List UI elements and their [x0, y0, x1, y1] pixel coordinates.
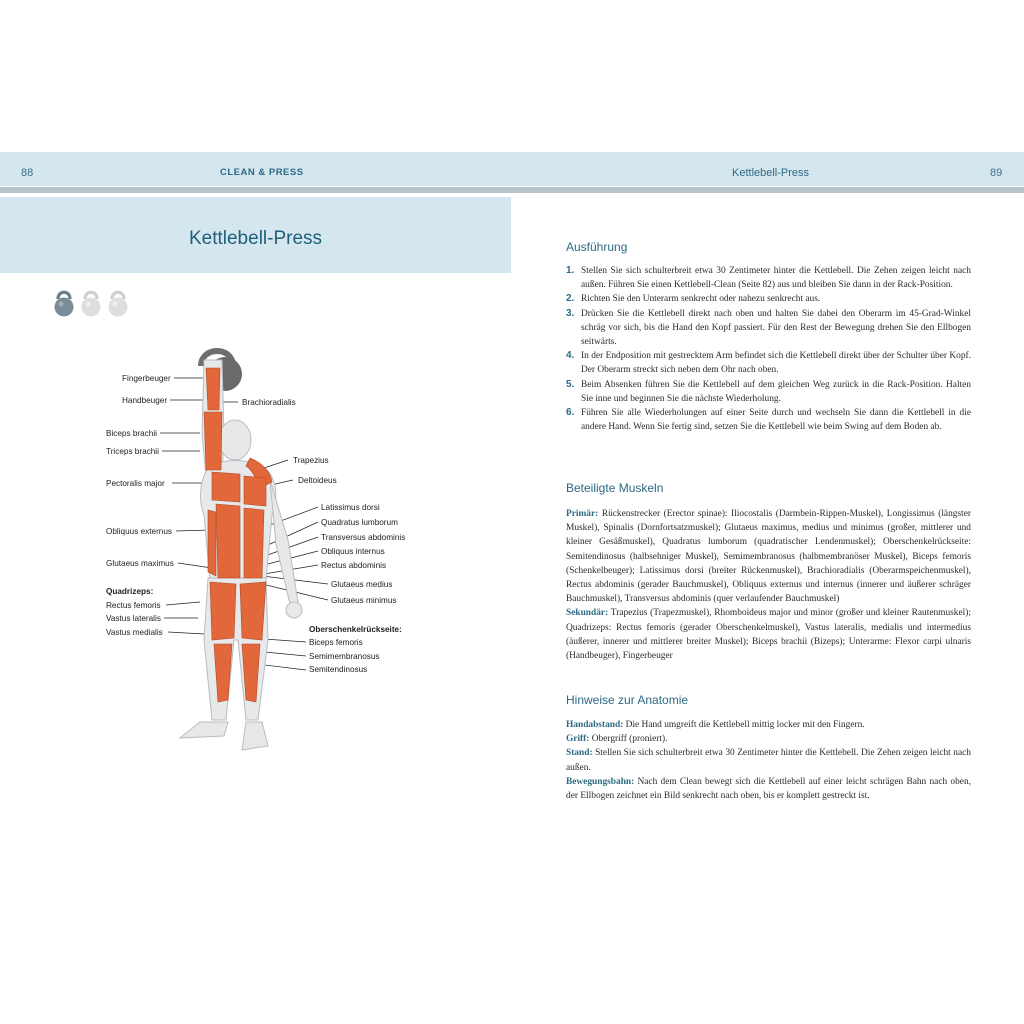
- list-item: 3. Drücken Sie die Kettlebell direkt nach oben und halten Sie dabei den Oberarm im 45-Grad-Winkel schräg vor sich, bis die Hand den Kopf passiert. Für den Rest der Bewegung drehen Sie den Ellbogen seitwärts.: [566, 307, 971, 348]
- handabstand-label: Handabstand:: [566, 720, 624, 730]
- list-item: 2. Richten Sie den Unterarm senkrecht oder nahezu senkrecht aus.: [566, 293, 821, 305]
- label-quadrizeps: Quadrizeps:: [106, 587, 154, 596]
- label-semimembranosus: Semimembranosus: [309, 652, 380, 661]
- label-glutaeus-medius: Glutaeus medius: [331, 580, 393, 589]
- section-heading-muskeln: Beteiligte Muskeln: [566, 481, 664, 495]
- secondary-label: Sekundär:: [566, 608, 609, 619]
- label-glutaeus-maximus: Glutaeus maximus: [106, 559, 174, 568]
- label-obliquus-internus: Obliquus internus: [321, 547, 385, 556]
- header-divider: [0, 187, 1024, 193]
- label-handbeuger: Handbeuger: [122, 396, 168, 405]
- label-brachioradialis: Brachioradialis: [242, 398, 296, 407]
- stand-label: Stand:: [566, 748, 593, 759]
- list-item: 4. In der Endposition mit gestrecktem Arm befindet sich die Kettlebell direkt über der Schulter über Kopf. Der Oberarm streckt sich neben dem Ohr nach oben.: [566, 350, 971, 376]
- header-band: [0, 152, 1024, 186]
- label-pectoralis-major: Pectoralis major: [106, 479, 165, 488]
- bewegungsbahn-label: Bewegungsbahn:: [566, 776, 635, 787]
- label-transversus-abdominis: Transversus abdominis: [321, 533, 406, 542]
- primary-label: Primär:: [566, 509, 599, 519]
- label-oberschenkelrueckseite: Oberschenkelrückseite:: [309, 625, 402, 634]
- section-heading-anatomie: Hinweise zur Anatomie: [566, 693, 689, 707]
- label-rectus-femoris: Rectus femoris: [106, 601, 161, 610]
- label-rectus-abdominis: Rectus abdominis: [321, 561, 387, 570]
- kettlebell-icon: [80, 289, 102, 317]
- anatomy-paragraph: [566, 718, 971, 803]
- label-latissimus-dorsi: Latissimus dorsi: [321, 503, 380, 512]
- label-vastus-lateralis: Vastus lateralis: [106, 614, 161, 623]
- griff-text: Obergriff (proniert).: [591, 734, 668, 745]
- handabstand-text: Die Hand umgreift die Kettlebell mittig locker mit den Fingern.: [625, 720, 865, 730]
- label-biceps-femoris: Biceps femoris: [309, 638, 363, 647]
- bewegungsbahn-text: Nach dem Clean bewegt sich die Kettlebell auf einer leicht schrägen Bahn nach oben, der Ellbogen zeichnet ein Bild senkrecht nach oben, bis er komplett gestreckt ist.: [566, 776, 972, 802]
- muscles-paragraph: [566, 507, 971, 663]
- label-glutaeus-minimus: Glutaeus minimus: [331, 596, 397, 605]
- page-number-left: 88: [21, 167, 34, 179]
- griff-label: Griff:: [566, 734, 590, 745]
- list-item: 5. Beim Absenken führen Sie die Kettlebell auf dem gleichen Weg zurück in die Rack-Position. Halten Sie inne und beginnen Sie die nächste Wiederholung.: [566, 378, 971, 404]
- list-item: 6. Führen Sie alle Wiederholungen auf einer Seite durch und wechseln Sie dann die Kettlebell in die andere Hand. Wenn Sie fertig sind, setzen Sie die Kettlebell wie beim Swing auf dem Boden ab.: [566, 407, 971, 433]
- label-triceps-brachii: Triceps brachii: [106, 447, 159, 456]
- label-quadratus-lumborum: Quadratus lumborum: [321, 518, 398, 527]
- page-number-right: 89: [990, 167, 1003, 179]
- stand-text: Stellen Sie sich schulterbreit etwa 30 Zentimeter hinter die Kettlebell. Die Zehen zeigen leicht nach außen.: [566, 748, 971, 773]
- steps-list: [566, 264, 971, 434]
- label-fingerbeuger: Fingerbeuger: [122, 374, 171, 383]
- label-trapezius: Trapezius: [293, 456, 329, 465]
- kettlebell-icon: [53, 289, 75, 317]
- primary-text: Rückenstrecker (Erector spinae): Iliocostalis (Darmbein-Rippen-Muskel), Longissimus (längster Muskel), Spinalis (Dornfortsatzmuskel); Glutaeus maximus, medius und minimus (großer, mittlerer und kleiner Gesäßmuskel), Quadratus lumborum (quadratischer Lendenmuskel); Oberschenkelrückseite: Semitendinosus (halbsehniger Muskel), Semimembranosus (halbmembranöser Muskel), Biceps femoris (Schenkelbeuger); Latissimus dorsi (breiter Rückenmuskel), Brachioradialis (Oberarmspeichenmuskel), Rectus abdominis (gerader Bauchmuskel), Obliquus externus und internus (innerer und äußerer schräger Bauchmuskel), Transversus abdominis (quer verlaufender Bauchmuskel): [566, 509, 972, 605]
- section-heading-ausfuehrung: Ausführung: [566, 240, 628, 254]
- label-deltoideus: Deltoideus: [298, 476, 337, 485]
- label-biceps-brachii: Biceps brachii: [106, 429, 157, 438]
- running-title-right: Kettlebell-Press: [732, 167, 810, 179]
- page-title: Kettlebell-Press: [188, 228, 323, 249]
- kettlebell-icon: [107, 289, 129, 317]
- list-item: 1. Stellen Sie sich schulterbreit etwa 30 Zentimeter hinter die Kettlebell. Die Zehen zeigen leicht nach außen. Führen Sie einen Kettlebell-Clean (Seite 82) aus und bleiben Sie dann in der Rack-Position.: [566, 265, 971, 291]
- label-semitendinosus: Semitendinosus: [309, 665, 368, 674]
- label-obliquus-externus: Obliquus externus: [106, 527, 172, 536]
- label-vastus-medialis: Vastus medialis: [106, 628, 163, 637]
- secondary-text: Trapezius (Trapezmuskel), Rhomboideus major und minor (großer und kleiner Rautenmuskel); Quadrizeps: Rectus femoris (gerader Oberschenkelmuskel), Vastus lateralis, medialis und intermedius (äußerer, innerer und mittlerer breiter Muskel); Biceps brachii (Bizeps); Unterarme: Flexor carpi ulnaris (Handbeuger), Fingerbeuger: [566, 608, 971, 662]
- running-title-left: CLEAN & PRESS: [220, 167, 304, 178]
